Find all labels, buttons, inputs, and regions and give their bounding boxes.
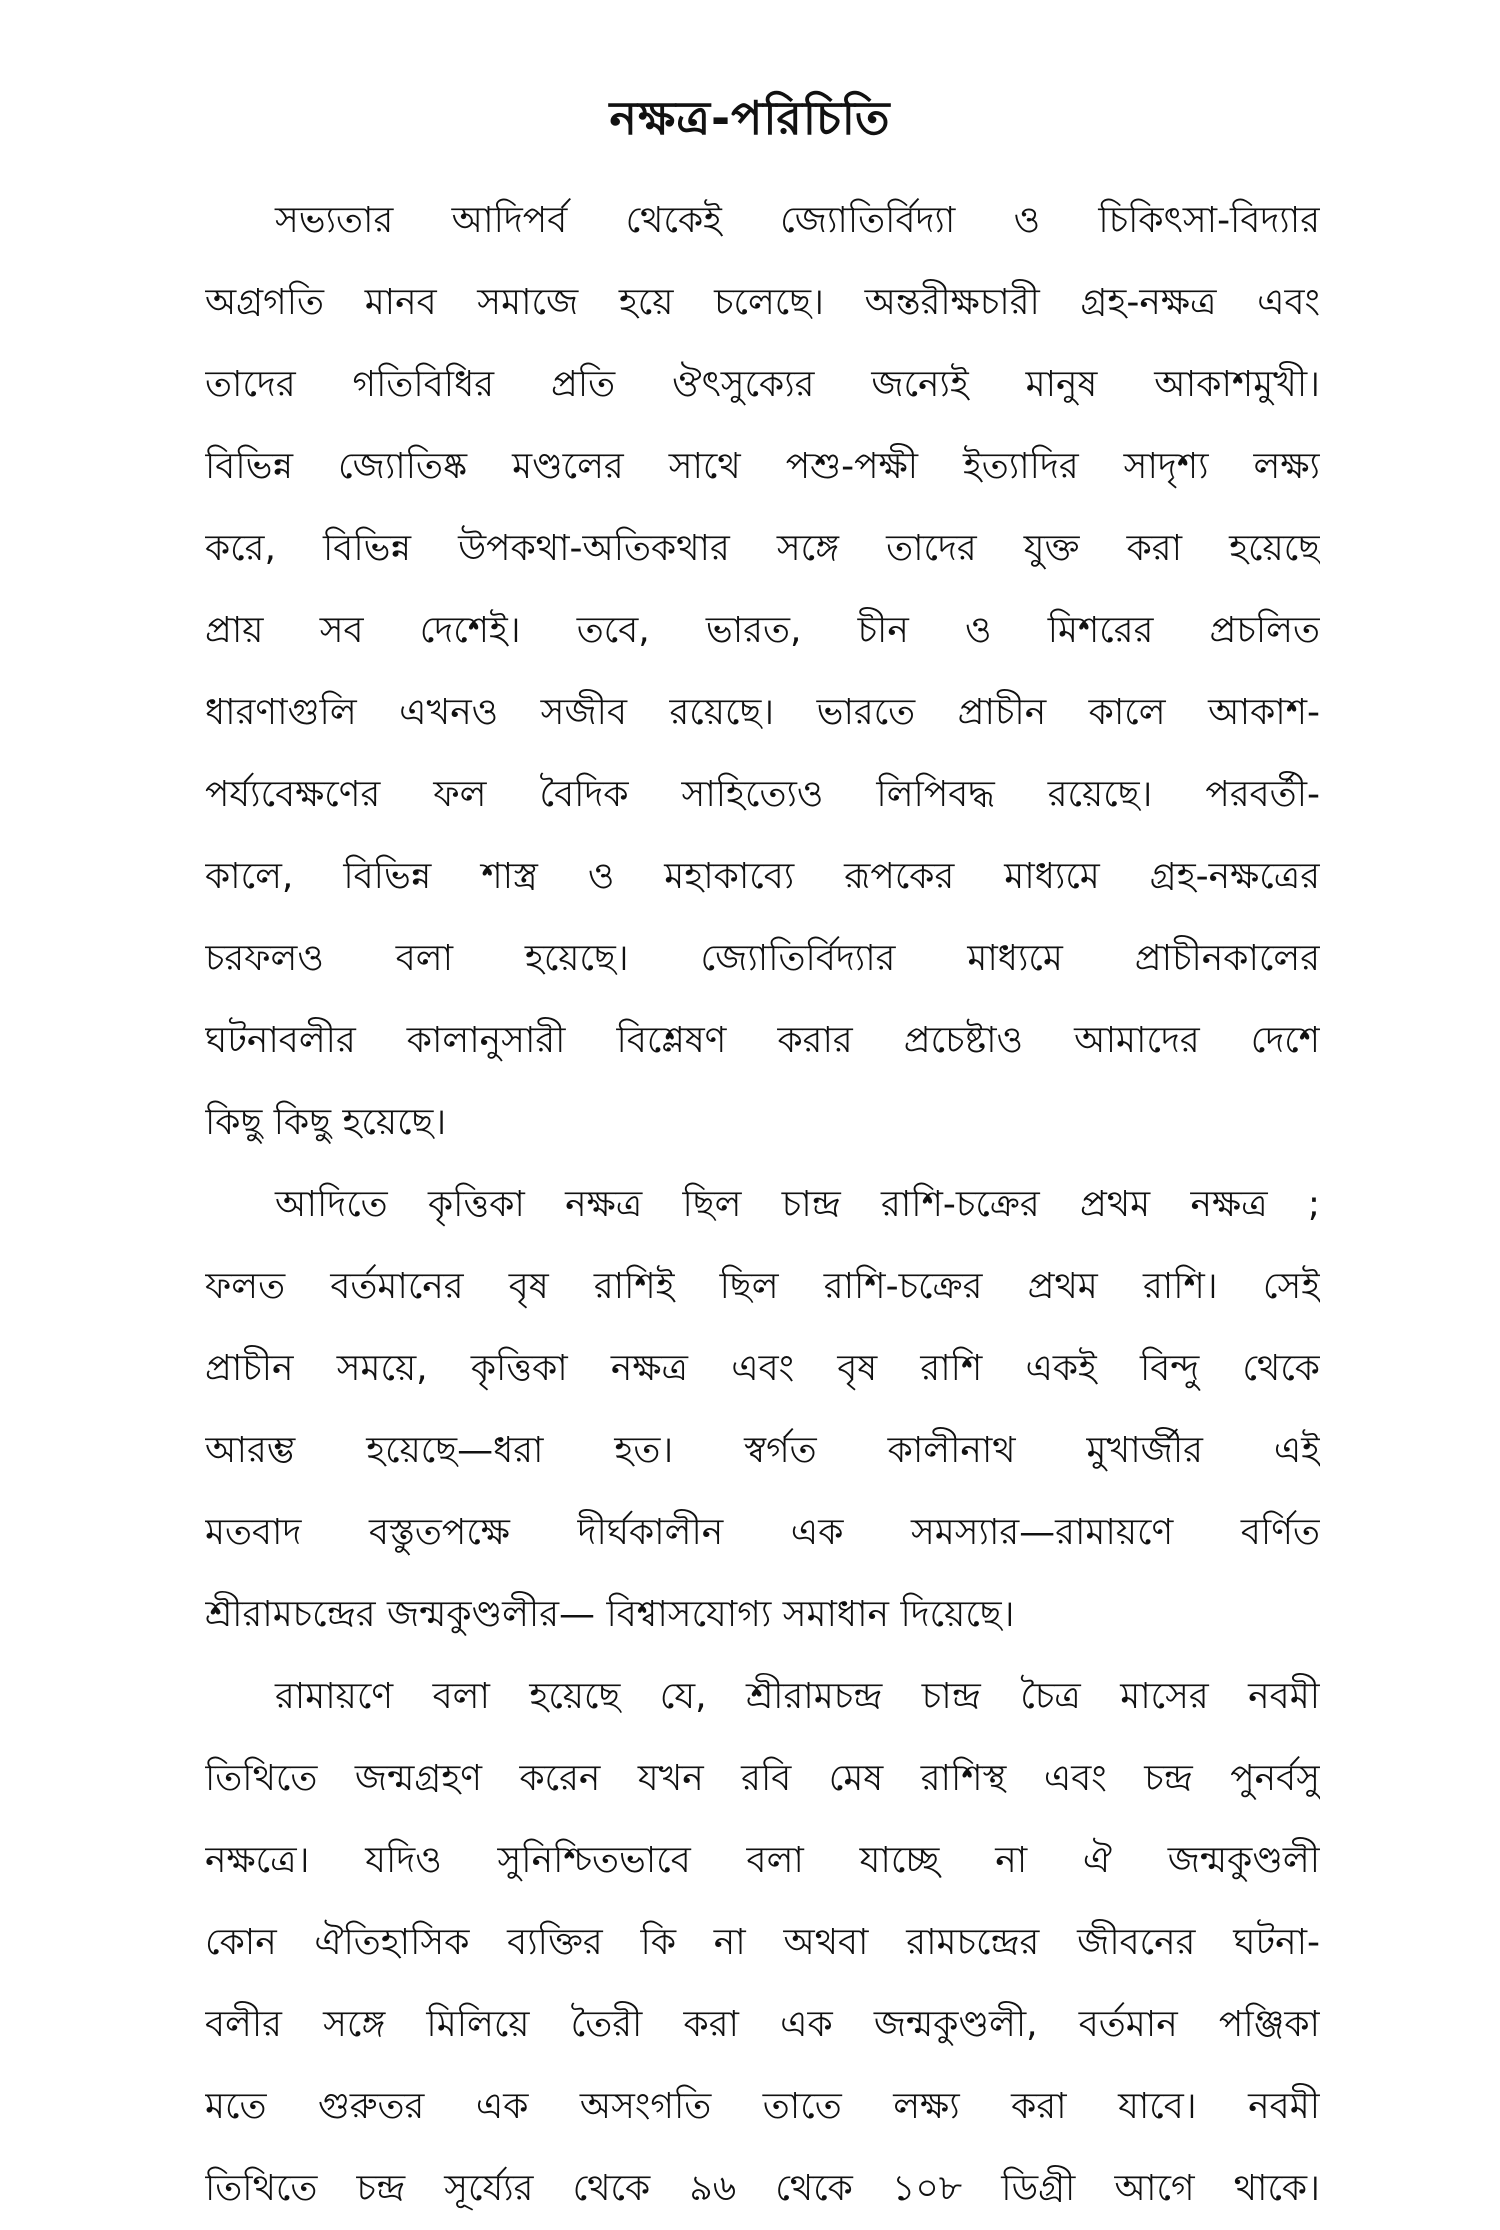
text-line: ফলত বর্তমানের বৃষ রাশিই ছিল রাশি-চক্রের প্রথম রাশি। সেই [205, 1266, 1320, 1307]
text-line: প্রাচীন সময়ে, কৃত্তিকা নক্ষত্র এবং বৃষ রাশি একই বিন্দু থেকে [205, 1348, 1320, 1389]
text-line: অগ্রগতি মানব সমাজে হয়ে চলেছে। অন্তরীক্ষচারী গ্রহ-নক্ষত্র এবং [205, 282, 1320, 323]
paragraph-2 [205, 1164, 1320, 1656]
paragraph-3 [205, 1656, 1320, 2230]
text-line: কালে, বিভিন্ন শাস্ত্র ও মহাকাব্যে রূপকের মাধ্যমে গ্রহ-নক্ষত্রের [205, 856, 1320, 897]
text-line: বিভিন্ন জ্যোতিষ্ক মণ্ডলের সাথে পশু-পক্ষী ইত্যাদির সাদৃশ্য লক্ষ্য [205, 446, 1320, 487]
text-line: পর্য্যবেক্ষণের ফল বৈদিক সাহিত্যেও লিপিবদ্ধ রয়েছে। পরবর্তী- [205, 774, 1320, 815]
text-line: বলীর সঙ্গে মিলিয়ে তৈরী করা এক জন্মকুণ্ডলী, বর্তমান পঞ্জিকা [205, 2004, 1320, 2045]
text-line: নক্ষত্রে। যদিও সুনিশ্চিতভাবে বলা যাচ্ছে না ঐ জন্মকুণ্ডলী [205, 1840, 1320, 1881]
text-line: প্রায় সব দেশেই। তবে, ভারত, চীন ও মিশরের প্রচলিত [205, 610, 1320, 651]
text-line: কোন ঐতিহাসিক ব্যক্তির কি না অথবা রামচন্দ্রের জীবনের ঘটনা- [205, 1922, 1320, 1963]
text-line: ঘটনাবলীর কালানুসারী বিশ্লেষণ করার প্রচেষ্টাও আমাদের দেশে [205, 1020, 1320, 1061]
text-line: চরফলও বলা হয়েছে। জ্যোতির্বিদ্যার মাধ্যমে প্রাচীনকালের [205, 938, 1320, 979]
text-line: তিথিতে চন্দ্র সূর্য্যের থেকে ৯৬ থেকে ১০৮ ডিগ্রী আগে থাকে। [205, 2168, 1320, 2209]
text-line: আরম্ভ হয়েছে—ধরা হত। স্বর্গত কালীনাথ মুখার্জীর এই [205, 1430, 1320, 1471]
text-line: ধারণাগুলি এখনও সজীব রয়েছে। ভারতে প্রাচীন কালে আকাশ- [205, 692, 1320, 733]
text-line: করে, বিভিন্ন উপকথা-অতিকথার সঙ্গে তাদের যুক্ত করা হয়েছে [205, 528, 1320, 569]
body-text [205, 180, 1320, 2230]
text-line: তাদের গতিবিধির প্রতি ঔৎসুক্যের জন্যেই মানুষ আকাশমুখী। [205, 364, 1320, 405]
text-line: কিছু কিছু হয়েছে। [205, 1102, 447, 1143]
text-line: রামায়ণে বলা হয়েছে যে, শ্রীরামচন্দ্র চান্দ্র চৈত্র মাসের নবমী [275, 1676, 1320, 1717]
text-line: আদিতে কৃত্তিকা নক্ষত্র ছিল চান্দ্র রাশি-চক্রের প্রথম নক্ষত্র ; [275, 1184, 1320, 1225]
page-title: নক্ষত্র-পরিচিতি [609, 91, 891, 145]
paragraph-1 [205, 180, 1320, 1164]
text-line: তিথিতে জন্মগ্রহণ করেন যখন রবি মেষ রাশিস্থ এবং চন্দ্র পুনর্বসু [205, 1758, 1320, 1799]
text-line: শ্রীরামচন্দ্রের জন্মকুণ্ডলীর— বিশ্বাসযোগ্য সমাধান দিয়েছে। [205, 1594, 1015, 1635]
text-line: সভ্যতার আদিপর্ব থেকেই জ্যোতির্বিদ্যা ও চিকিৎসা-বিদ্যার [275, 200, 1320, 241]
text-line: মতবাদ বস্তুতপক্ষে দীর্ঘকালীন এক সমস্যার—রামায়ণে বর্ণিত [205, 1512, 1320, 1553]
text-line: মতে গুরুতর এক অসংগতি তাতে লক্ষ্য করা যাবে। নবমী [205, 2086, 1320, 2127]
